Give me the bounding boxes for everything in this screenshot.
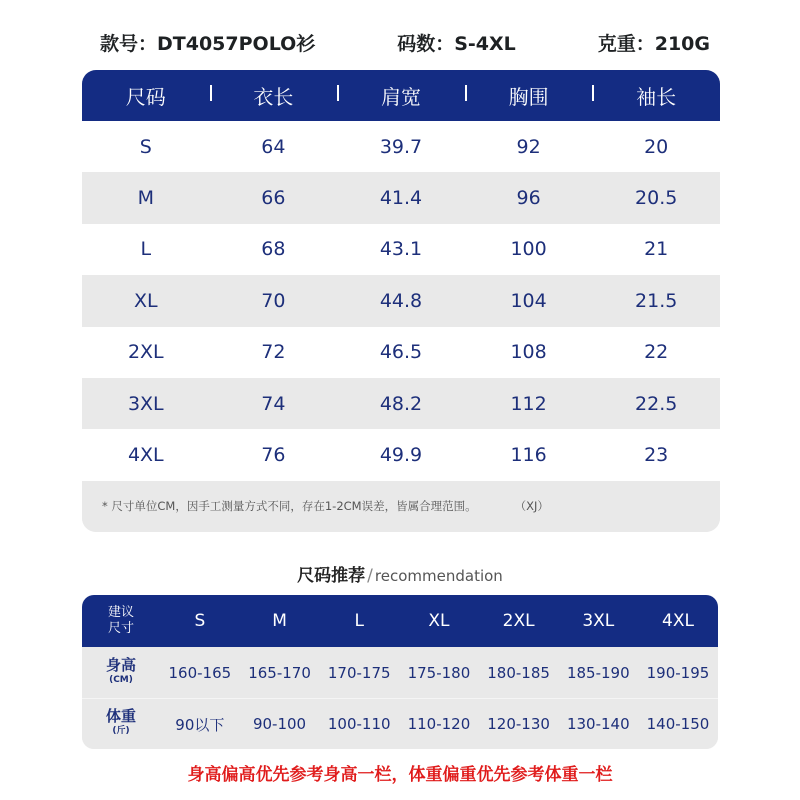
weight-range-cell: 100-110 — [327, 715, 391, 733]
sleeve-cell: 20.5 — [635, 187, 678, 210]
chest-cell: 92 — [516, 135, 541, 158]
rec-size-header: 4XL — [662, 611, 694, 631]
height-range-cell: 180-185 — [487, 663, 550, 682]
weight-unit: (斤) — [112, 726, 130, 736]
weight-range-cell: 130-140 — [566, 715, 630, 733]
table-row — [82, 275, 720, 326]
height-range-cell: 160-165 — [168, 663, 232, 682]
rec-size-header: L — [354, 611, 364, 631]
height-label-text: 身高 — [105, 655, 136, 674]
length-cell: 74 — [261, 392, 286, 415]
chest-cell: 100 — [510, 238, 547, 261]
length-cell: 76 — [261, 444, 286, 467]
recommendation-title-en: recommendation — [374, 567, 503, 585]
suggested-size-label — [82, 605, 160, 637]
sleeve-cell: 22 — [644, 341, 669, 364]
weight-row — [82, 698, 718, 749]
chest-cell: 116 — [510, 444, 547, 467]
suggested-size-label-line2: 尺寸 — [107, 621, 134, 636]
rec-size-header: 2XL — [502, 611, 535, 631]
chest-cell: 108 — [510, 341, 547, 364]
note-code: （XJ） — [514, 499, 549, 514]
height-label — [82, 655, 160, 688]
size-range: 码数：S-4XL — [397, 32, 516, 55]
rec-size-header: M — [272, 611, 287, 631]
size-cell: 3XL — [127, 392, 164, 415]
fitting-tip: 身高偏高优先参考身高一栏，体重偏重优先参考体重一栏 — [187, 765, 613, 785]
rec-size-header: 3XL — [582, 611, 615, 631]
table-row — [82, 121, 720, 172]
chest-cell: 96 — [516, 187, 541, 210]
length-cell: 66 — [261, 187, 286, 210]
length-cell: 72 — [261, 341, 286, 364]
height-range-cell: 165-170 — [248, 663, 311, 682]
weight-label — [82, 709, 160, 739]
height-unit: (CM) — [109, 674, 133, 685]
column-header-chest: 胸围 — [465, 81, 593, 110]
column-header-sleeve: 袖长 — [592, 81, 720, 110]
recommendation-table — [82, 595, 718, 749]
size-cell: 2XL — [127, 341, 164, 364]
shoulder-cell: 46.5 — [379, 341, 423, 364]
rec-size-header: S — [194, 611, 206, 631]
weight-range-cell: 120-130 — [487, 715, 550, 733]
shoulder-cell: 43.1 — [379, 238, 423, 261]
height-range-cell: 175-180 — [407, 663, 471, 682]
column-header-size: 尺码 — [125, 85, 166, 109]
chest-cell: 104 — [510, 289, 547, 312]
size-chart-body — [82, 121, 720, 481]
table-row — [82, 224, 720, 275]
size-cell: L — [140, 238, 152, 261]
rec-size-header: XL — [428, 611, 450, 631]
measurement-note — [82, 481, 720, 532]
style-number: 款号：DT4057POLO衫 — [100, 32, 316, 55]
sleeve-cell: 21 — [644, 238, 669, 261]
size-chart-header — [82, 70, 720, 121]
sleeve-cell: 21.5 — [635, 289, 678, 312]
sleeve-cell: 23 — [644, 444, 669, 467]
weight-range-cell: 90-100 — [252, 715, 307, 733]
weight-label-text: 体重 — [105, 707, 136, 725]
recommendation-title — [0, 561, 800, 586]
shoulder-cell: 39.7 — [379, 135, 423, 158]
product-info-line — [100, 26, 710, 58]
shoulder-cell: 48.2 — [379, 392, 423, 415]
size-cell: XL — [133, 289, 158, 312]
height-range-cell: 190-195 — [646, 663, 710, 682]
column-header-length: 衣长 — [210, 81, 338, 110]
height-range-cell: 170-175 — [327, 663, 391, 682]
weight-range-cell: 140-150 — [646, 715, 710, 733]
table-row — [82, 429, 720, 480]
measurement-note-text: * 尺寸单位CM，因手工测量方式不同，存在1-2CM误差，皆属合理范围。 — [102, 499, 477, 514]
weight-range-cell: 110-120 — [407, 715, 471, 733]
height-range-cell: 185-190 — [566, 663, 630, 682]
weight-range-cell: 90以下 — [175, 715, 225, 734]
fabric-weight: 克重：210G — [597, 32, 710, 55]
recommendation-title-zh: 尺码推荐 — [297, 566, 366, 586]
chest-cell: 112 — [510, 392, 547, 415]
size-cell: M — [137, 187, 154, 210]
title-separator: / — [367, 566, 373, 586]
suggested-size-label-line1: 建议 — [107, 605, 134, 620]
length-cell: 68 — [261, 238, 286, 261]
sleeve-cell: 22.5 — [635, 392, 678, 415]
length-cell: 70 — [261, 289, 286, 312]
size-chart-table — [82, 70, 720, 532]
size-cell: S — [139, 135, 152, 158]
recommendation-header — [82, 595, 718, 647]
shoulder-cell: 44.8 — [379, 289, 423, 312]
shoulder-cell: 41.4 — [379, 187, 423, 210]
table-row — [82, 172, 720, 223]
shoulder-cell: 49.9 — [379, 444, 423, 467]
column-header-shoulder: 肩宽 — [337, 81, 465, 110]
size-cell: 4XL — [127, 444, 164, 467]
length-cell: 64 — [261, 135, 286, 158]
height-row — [82, 647, 718, 698]
sleeve-cell: 20 — [644, 135, 669, 158]
table-row — [82, 327, 720, 378]
table-row — [82, 378, 720, 429]
